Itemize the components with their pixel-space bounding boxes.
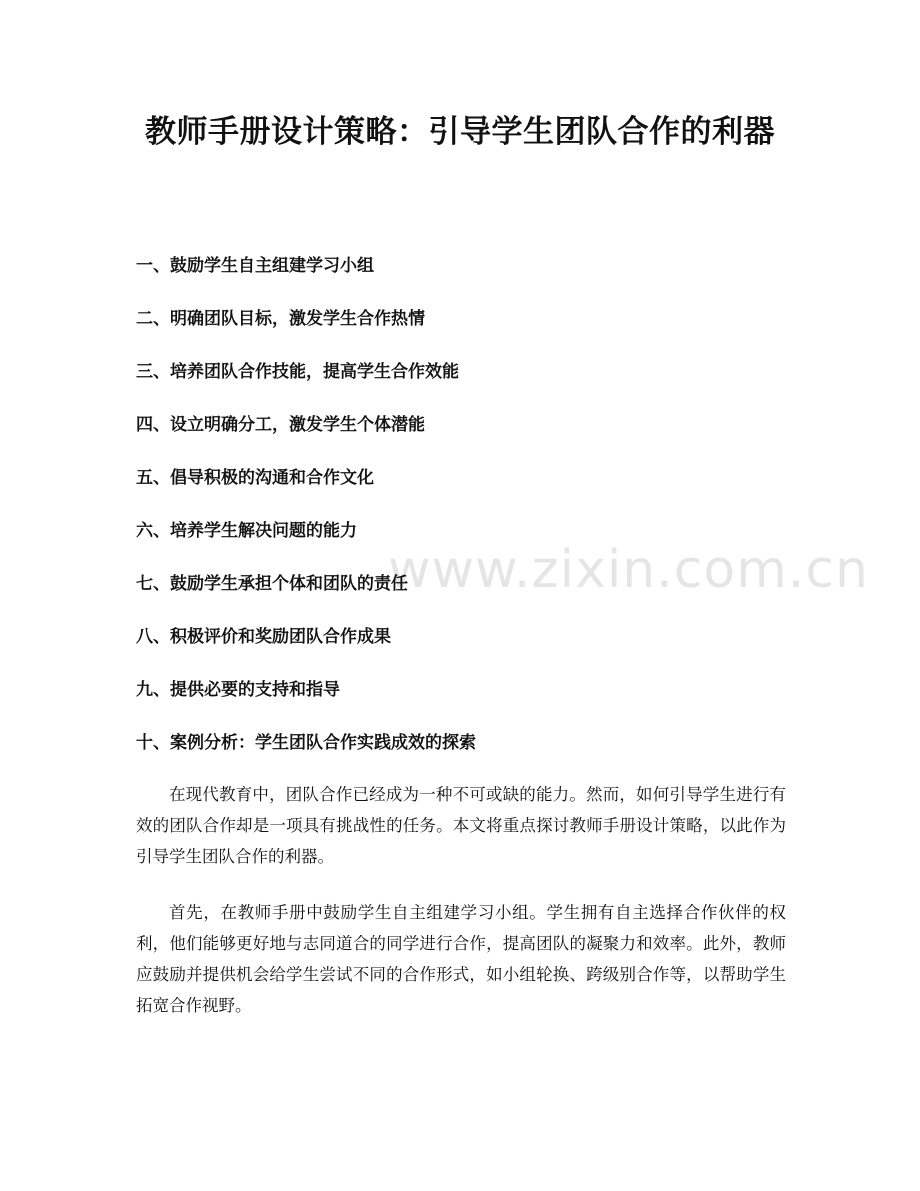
section-heading-4: 四、设立明确分工，激发学生个体潜能 (136, 415, 425, 435)
section-heading-9: 九、提供必要的支持和指导 (136, 680, 340, 700)
watermark-text: www.zixin.com.cn (388, 540, 869, 600)
section-heading-6: 六、培养学生解决问题的能力 (136, 521, 357, 541)
section-heading-7: 七、鼓励学生承担个体和团队的责任 (136, 574, 408, 594)
document-title: 教师手册设计策略：引导学生团队合作的利器 (145, 114, 775, 150)
section-heading-8: 八、积极评价和奖励团队合作成果 (136, 627, 391, 647)
section-heading-3: 三、培养团队合作技能，提高学生合作效能 (136, 362, 459, 382)
section-list (136, 250, 796, 780)
section-heading-2: 二、明确团队目标，激发学生合作热情 (136, 309, 425, 329)
section-heading-1: 一、鼓励学生自主组建学习小组 (136, 256, 374, 276)
body-paragraph-2: 首先，在教师手册中鼓励学生自主组建学习小组。学生拥有自主选择合作伙伴的权利，他们能够更好地与志同道合的同学进行合作，提高团队的凝聚力和效率。此外，教师应鼓励并提供机会给学生尝试不同的合作形式，如小组轮换、跨级别合作等，以帮助学生拓宽合作视野。 (136, 903, 786, 1015)
section-heading-5: 五、倡导积极的沟通和合作文化 (136, 468, 374, 488)
section-heading-10: 十、案例分析：学生团队合作实践成效的探索 (136, 733, 476, 753)
body-paragraph-1: 在现代教育中，团队合作已经成为一种不可或缺的能力。然而，如何引导学生进行有效的团队合作却是一项具有挑战性的任务。本文将重点探讨教师手册设计策略，以此作为引导学生团队合作的利器。 (136, 785, 786, 866)
